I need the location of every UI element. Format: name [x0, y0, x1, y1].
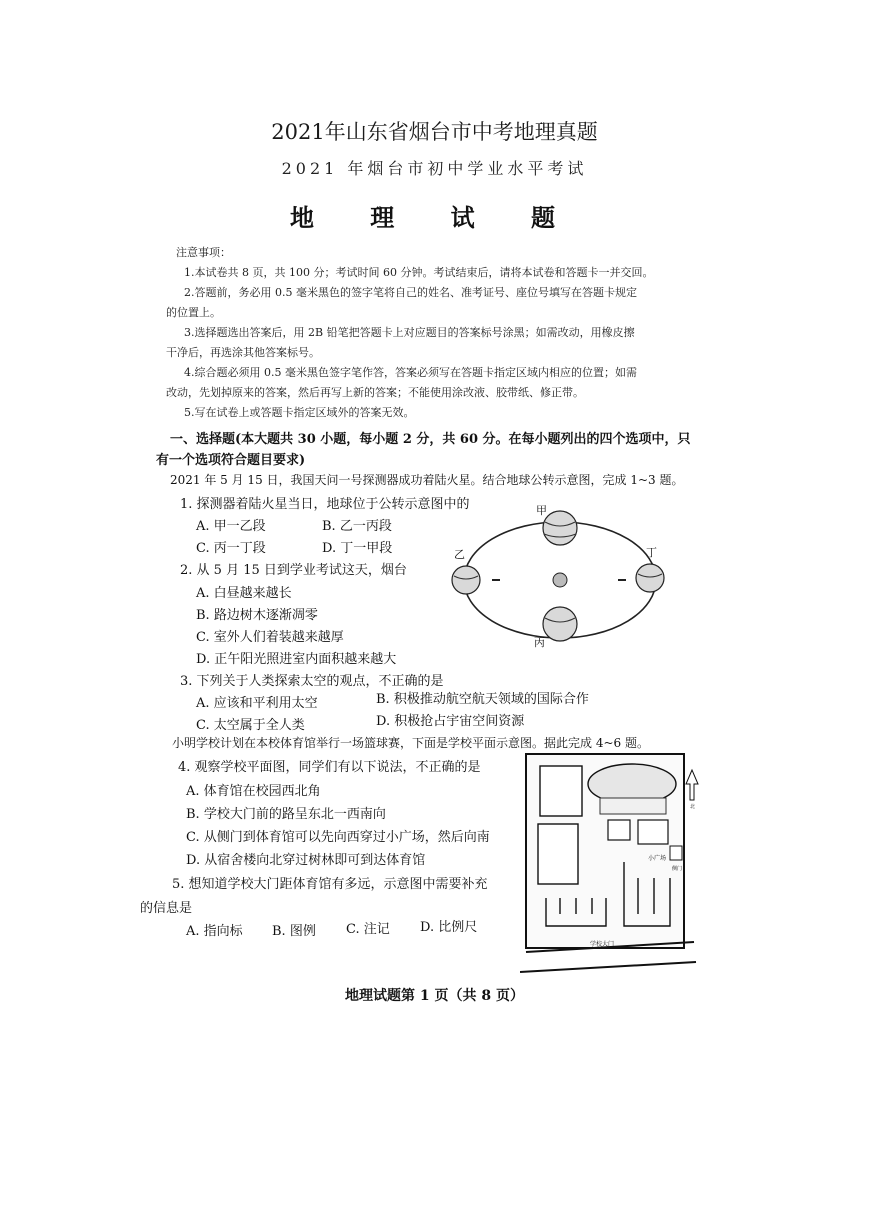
q4-option-a: A. 体育馆在校园西北角 — [186, 784, 321, 799]
plaza-label: 小广场 — [648, 855, 667, 862]
earth-bing-icon — [543, 607, 577, 641]
label-ding: 丁 — [646, 546, 657, 559]
notice-line: 的位置上。 — [166, 306, 221, 319]
q5-option-d: D. 比例尺 — [420, 920, 478, 935]
gate-label: 学校大门 — [590, 941, 615, 948]
intro-text: 2021 年 5 月 15 日，我国天问一号探测器成功着陆火星。结合地球公转示意图，完成 1~3 题。 — [170, 473, 684, 487]
document-title: 2021年山东省烟台市中考地理真题 — [271, 120, 598, 144]
notice-line: 4.综合题必须用 0.5 毫米黑色签字笔作答，答案必须写在答题卡指定区域内相应的位置；如需 — [184, 366, 637, 379]
question-1: 1. 探测器着陆火星当日，地球位于公转示意图中的 — [180, 497, 470, 512]
notice-line: 改动，先划掉原来的答案，然后再写上新的答案；不能使用涂改液、胶带纸、修正带。 — [166, 386, 584, 399]
q3-option-d: D. 积极抢占宇宙空间资源 — [376, 714, 525, 729]
q2-option-b: B. 路边树木逐渐凋零 — [196, 608, 318, 623]
q3-option-a: A. 应该和平利用太空 — [196, 696, 318, 711]
page-footer: 地理试题第 1 页（共 8 页） — [345, 988, 524, 1004]
lab-building — [638, 820, 668, 844]
q4-option-c: C. 从侧门到体育馆可以先向西穿过小广场，然后向南 — [186, 830, 490, 845]
q5-option-c: C. 注记 — [346, 922, 390, 937]
notice-heading: 注意事项： — [176, 246, 231, 259]
q1-option-c: C. 丙一丁段 — [196, 541, 266, 556]
label-bing: 丙 — [534, 636, 545, 649]
earth-yi-icon — [452, 566, 480, 594]
q1-option-d: D. 丁一甲段 — [322, 541, 393, 556]
label-jia: 甲 — [536, 504, 547, 517]
tree-grove — [600, 798, 666, 814]
earth-ding-icon — [636, 564, 664, 592]
question-2: 2. 从 5 月 15 日到学业考试这天，烟台 — [180, 563, 407, 578]
north-label: 北 — [690, 804, 696, 810]
question-3: 3. 下列关于人类探索太空的观点，不正确的是 — [180, 674, 444, 689]
side-gate — [670, 846, 682, 860]
q2-option-d: D. 正午阳光照进室内面积越来越大 — [196, 652, 397, 667]
road-edge — [520, 962, 696, 972]
q3-option-c: C. 太空属于全人类 — [196, 718, 305, 733]
school-map — [520, 748, 700, 976]
exam-title: 2021 年烟台市初中学业水平考试 — [281, 159, 588, 178]
north-arrow-icon — [686, 770, 698, 800]
question-4: 4. 观察学校平面图，同学们有以下说法，不正确的是 — [178, 760, 481, 775]
q1-option-b: B. 乙一丙段 — [322, 519, 392, 534]
notice-line: 5.写在试卷上或答题卡指定区域外的答案无效。 — [184, 406, 415, 419]
section-heading-cont: 有一个选项符合题目要求) — [156, 453, 306, 468]
q2-option-c: C. 室外人们着装越来越厚 — [196, 630, 344, 645]
q3-option-b: B. 积极推动航空航天领域的国际合作 — [376, 692, 589, 707]
intro-text-2: 小明学校计划在本校体育馆举行一场篮球赛，下面是学校平面示意图。据此完成 4~6 题。 — [172, 736, 649, 750]
q4-option-d: D. 从宿舍楼向北穿过树林即可到达体育馆 — [186, 853, 426, 868]
question-5: 5. 想知道学校大门距体育馆有多远，示意图中需要补充 — [172, 877, 488, 892]
gymnasium-building — [540, 766, 582, 816]
notice-line: 干净后，再选涂其他答案标号。 — [166, 346, 320, 359]
q4-option-b: B. 学校大门前的路呈东北一西南向 — [186, 807, 386, 822]
notice-line: 1.本试卷共 8 页，共 100 分；考试时间 60 分钟。考试结束后，请将本试卷和答题卡一并交回。 — [184, 266, 654, 279]
notice-line: 2.答题前，务必用 0.5 毫米黑色的签字笔将自己的姓名、准考证号、座位号填写在答题卡规定 — [184, 286, 637, 299]
question-5-cont: 的信息是 — [140, 901, 193, 916]
earth-orbit-diagram — [450, 500, 680, 650]
q2-option-a: A. 白昼越来越长 — [196, 586, 292, 601]
label-yi: 乙 — [454, 548, 465, 561]
earth-jia-icon — [543, 511, 577, 545]
q1-option-a: A. 甲一乙段 — [196, 519, 266, 534]
side-gate-label: 侧门 — [672, 866, 683, 872]
q5-option-a: A. 指向标 — [186, 924, 243, 939]
subject-title: 地 理 试 题 — [289, 203, 580, 232]
office-building — [608, 820, 630, 840]
teaching-building — [538, 824, 578, 884]
sun-icon — [553, 573, 567, 587]
notice-line: 3.选择题选出答案后，用 2B 铅笔把答题卡上对应题目的答案标号涂黑；如需改动，用橡皮擦 — [184, 326, 635, 339]
section-heading: 一、选择题(本大题共 30 小题，每小题 2 分，共 60 分。在每小题列出的四个选项中，只 — [170, 432, 691, 447]
q5-option-b: B. 图例 — [272, 924, 316, 939]
